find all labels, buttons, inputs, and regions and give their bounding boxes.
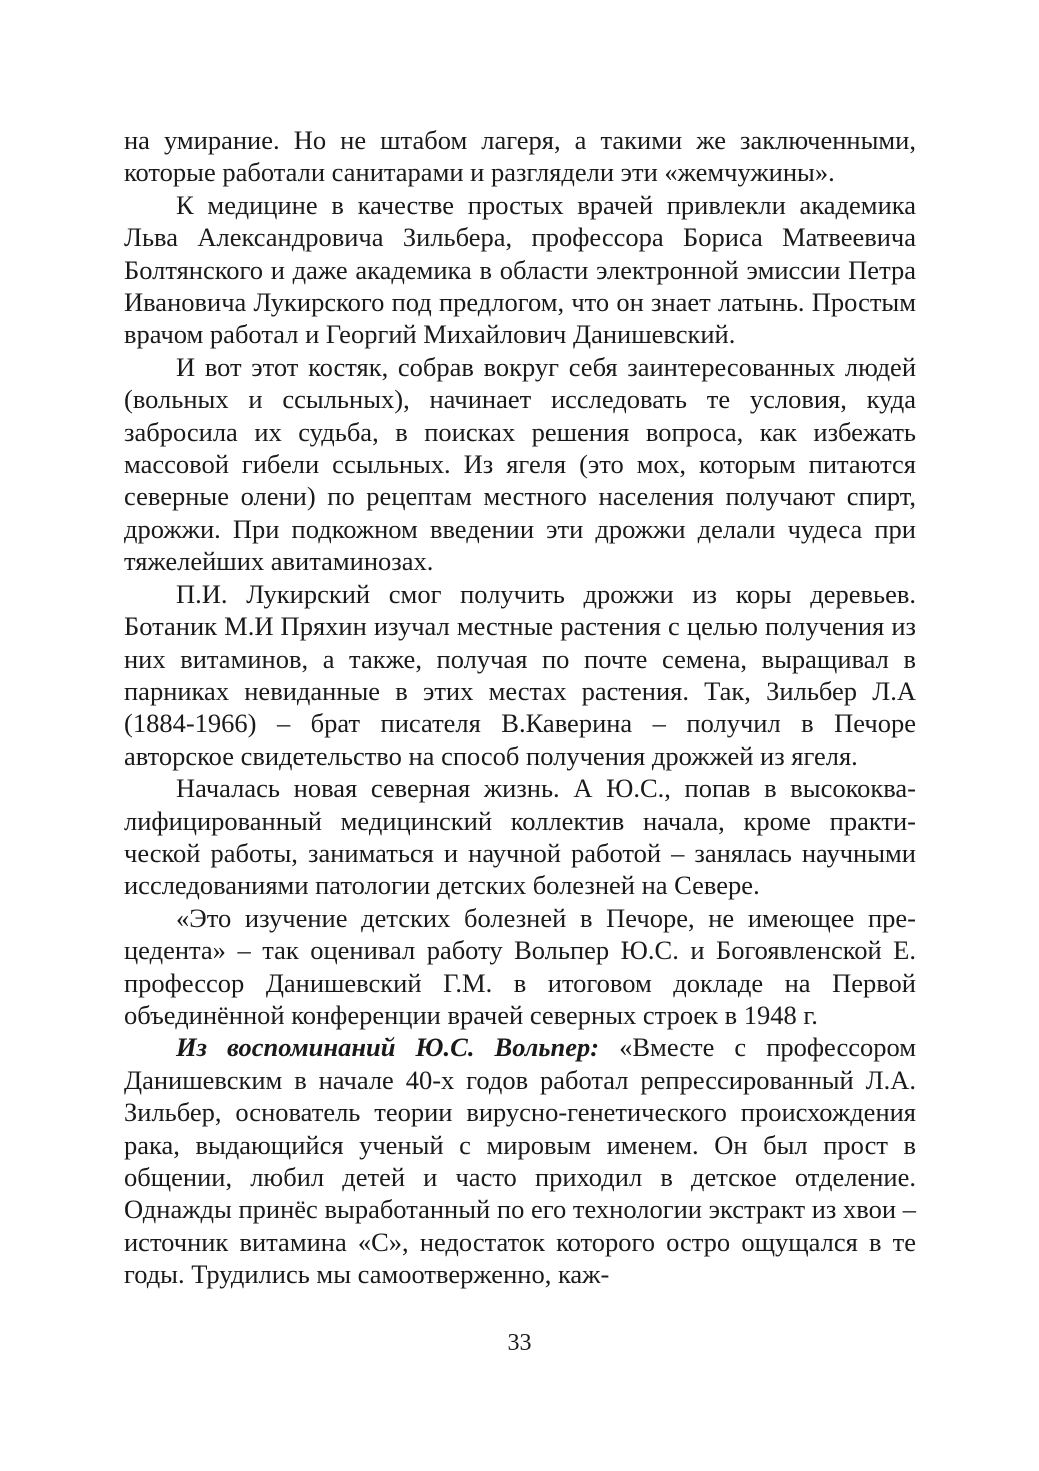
paragraph-text: П.И. Лукирский смог получить дрожжи из коры деревьев. Ботаник М.И Пряхин изучал местные растения с целью получения из них витаминов, а также, получая по почте семена, выращивал в парниках невиданные в этих местах растения. Так, Зильбер Л.А (1884-1966) – брат писателя В.Каверина – получил в Печоре авторское свидетельство на способ получения дрожжей из ягеля. [124,578,916,771]
paragraph-text: К медицине в качестве простых врачей привлекли академика Льва Александровича Зильбера, профессора Бориса Матвеевича Болтянского и даже академика в области электронной эмиссии Петра Ивановича Лукирского под предлогом, что он знает латынь. Простым врачом работал и Георгий Михайлович Данишевский. [124,189,916,350]
paragraph [124,578,916,772]
paragraph-text: «Вместе с профессором Данишевским в начале 40-х годов работал репрессированный Л.А. Зильбер, основатель теории вирусно-генетического происхождения рака, выдающийся ученый с мировым именем. Он был прост в общении, любил детей и часто приходил в детское отделение. Однажды принёс выработанный по его технологии экстракт из хвои – источник витамина «С», недостаток которого остро ощущался в те годы. Трудились мы самоотверженно, каж- [124,1032,917,1290]
paragraph-quote [124,1031,916,1290]
paragraph-text: И вот этот костяк, собрав вокруг себя заинтересованных людей (вольных и ссыльных), начинает исследовать те условия, куда забросила их судьба, в поисках решения вопроса, как избежать массовой гибели ссыльных. Из ягеля (это мох, которым питаются северные олени) по рецептам местного населения получают спирт, дрожжи. При подкожном введении эти дрожжи делали чудеса при тяжелейших авитаминозах. [124,351,916,577]
paragraph [124,124,916,189]
paragraph [124,189,916,351]
page-body [124,124,916,1291]
paragraph-text: на умирание. Но не штабом лагеря, а такими же заключенными, которые работали санитарами и разглядели эти «жемчужины». [124,125,916,188]
paragraph-text: «Это изучение детских болезней в Печоре, не имеющее прецедента» – так оценивал работу Вольпер Ю.С. и Богоявленской Е. профессор Данишевский Г.М. в итоговом докладе на Первой объединённой конференции врачей северных строек в 1948 г. [124,902,916,1030]
quote-lead: Из воспоминаний Ю.С. Вольпер: [176,1032,600,1063]
paragraph [124,772,916,902]
paragraph-text: Началась новая северная жизнь. А Ю.С., попав в высококвалифицированный медицинский коллектив начала, кроме практической работы, заниматься и научной работой – занялась научными исследованиями патологии детских болезней на Севере. [124,773,916,901]
page-number: 33 [507,1330,532,1356]
paragraph [124,351,916,578]
paragraph [124,902,916,1032]
